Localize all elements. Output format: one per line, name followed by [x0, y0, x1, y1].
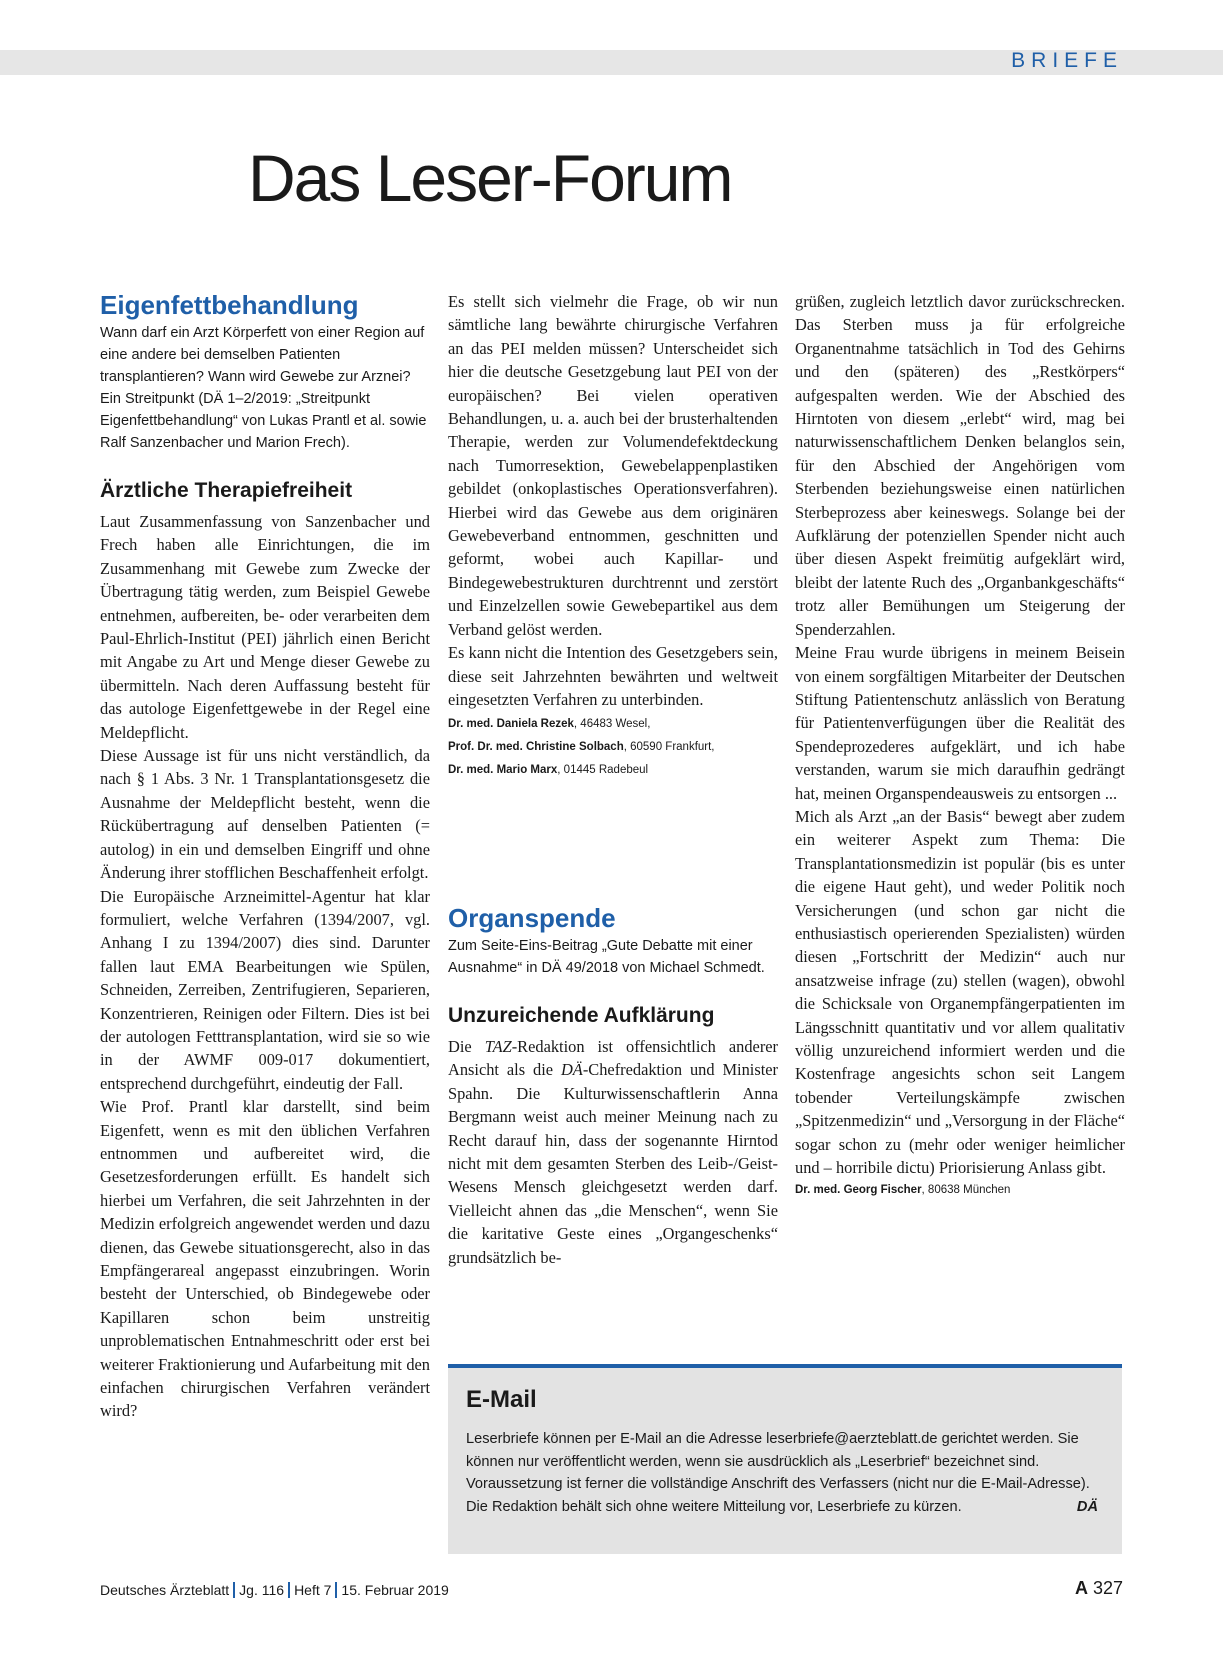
issue: Heft 7 [294, 1582, 332, 1598]
footer-citation [100, 1582, 449, 1598]
topic-heading-organspende: Organspende [448, 903, 616, 933]
paragraph: Mich als Arzt „an der Basis“ bewegt aber zudem ein weiterer Aspekt zum Thema: Die Transplantationsmedizin ist populär (bis es unter die eigene Haut geht), und weder Politik noch Versicherungen (und schon gar nicht die enthusiastisch operierenden Spezialisten) würden diesen „Fortschritt der Medizin“ auch nur ansatzweise infrage (zu) stellen (wagen), obwohl die Schicksale von Organempfängerpatienten im Längsschnitt quantitativ und vor allem qualitativ völlig unzureichend informiert werden und die Kostenfrage angesichts schon seit Langem tobender Verteilungskämpfe zwischen „Spitzenmedizin“ und „Versorgung in der Fläche“ sogar schon zu (mehr oder weniger heimlicher und – horribile dictu) Priorisierung Anlass gibt. [795, 806, 1125, 1178]
paragraph: Diese Aussage ist für uns nicht verständlich, da nach § 1 Abs. 3 Nr. 1 Transplantationsgesetz die Ausnahme der Meldepflicht besteht, wenn die Rückübertragung auf denselben Patienten (= autolog) in ein und demselben Eingriff und ohne Änderung ihrer stofflichen Beschaffenheit erfolgt. [100, 746, 430, 883]
signature-place: , 01445 Radebeul [557, 764, 649, 777]
paragraph: Wie Prof. Prantl klar darstellt, sind beim Eigenfett, wenn es mit den üblichen Verfahren entnommen und aufbereitet wird, die Gesetzesforderungen erfüllt. Es handelt sich hierbei um Verfahren, die seit Jahrzehnten in der Medizin erfolgreich angewendet werden und dazu dienen, das Gewebe situationsgerecht, also in das Empfängerareal angepasst einzubringen. Worin besteht der Unterschied, ob Bindegewebe oder Kapillaren schon beim unstreitig unproblematischen Entnahmeschritt oder erst bei weiterer Fraktionierung und Aufarbeitung mit den einfachen chirurgischen Verfahren verändert wird? [100, 1097, 430, 1421]
signature [448, 736, 778, 759]
issue-date: 15. Februar 2019 [341, 1582, 449, 1598]
footer-separator [288, 1582, 290, 1598]
journal-name: Deutsches Ärzteblatt [100, 1582, 230, 1598]
page-title: Das Leser-Forum [248, 141, 732, 215]
email-box-text: Leserbriefe können per E-Mail an die Adresse leserbriefe@aerzteblatt.de gerichtet werden. Sie können nur veröffentlicht werden, wenn sie ausdrücklich als „Leserbrief“ bezeichnet sind. Voraussetzung ist ferner die vollständige Anschrift des Verfassers (nicht nur die E-Mail-Adresse). Die Redaktion behält sich ohne weitere Mitteilung vor, Leserbriefe zu kürzen. DÄ [466, 1428, 1104, 1518]
volume: Jg. 116 [239, 1582, 285, 1598]
column-2 [448, 290, 779, 1267]
topic-intro-organspende: Zum Seite-Eins-Beitrag „Gute Debatte mit einer Ausnahme“ in DÄ 49/2018 von Michael Schmedt. [448, 938, 765, 976]
topic-heading-eigenfett: Eigenfettbehandlung [100, 290, 359, 320]
paragraph: Laut Zusammenfassung von Sanzenbacher und Frech haben alle Einrichtungen, die im Zusammenhang mit Gewebe zum Zwecke der Übertragung tätig werden, zum Beispiel Gewebe entnehmen, aufbereiten, be- oder verarbeiten dem Paul-Ehrlich-Institut (PEI) jährlich einen Bericht mit Angabe zu Art und Menge dieser Gewebe zu übermitteln. Nach deren Auffassung besteht für das autologe Eigenfettgewebe in der Regel eine Meldepflicht. [100, 512, 430, 742]
italic-dae: DÄ [560, 1060, 583, 1080]
signature [448, 713, 778, 736]
email-box-abbr: DÄ [1076, 1498, 1098, 1515]
footer-separator [233, 1582, 235, 1598]
page-prefix: A [1074, 1578, 1088, 1598]
paragraph: grüßen, zugleich letztlich davor zurückschrecken. Das Sterben muss ja für erfolgreiche Organentnahme tatsächlich in Tod des Gehirns und den (späteren) des „Restkörpers“ aufgespalten werden. Wie der Abschied des Hirntoten von diesem „erlebt“ wird, mag bei naturwissenschaftlichem Denken belanglos sein, für den Abschied der Angehörigen vom Sterbenden beziehungsweise einen natürlichen Sterbeprozess aber keineswegs. Solange bei der Aufklärung der potenziellen Spender nicht auch über diesen Aspekt freimütig aufgeklärt wird, bleibt der latente Ruch des „Organbankgeschäfts“ trotz aller Bemühungen um Steigerung der Spenderzahlen. [795, 292, 1125, 639]
letter-body-therapiefreiheit [100, 510, 430, 1423]
letter-body-aufklaerung-continued [795, 290, 1125, 1179]
italic-taz: TAZ [484, 1037, 512, 1056]
signature-place: , 80638 München [921, 1184, 1011, 1197]
signature-name: Prof. Dr. med. Christine Solbach [448, 741, 624, 754]
page-number-value: 327 [1092, 1578, 1123, 1598]
letter-headline-therapiefreiheit: Ärztliche Therapiefreiheit [100, 479, 353, 502]
signature-place: , 60590 Frankfurt, [623, 741, 715, 754]
paragraph: Es kann nicht die Intention des Gesetzgebers sein, diese seit Jahrzehnten bewährten und weltweit eingesetzten Verfahren zu unterbinden. [448, 643, 778, 709]
paragraph: Meine Frau wurde übrigens in meinem Beisein von einem sorgfältigen Mitarbeiter der Deutschen Stiftung Patientenschutz anlässlich von Beratung für Patientenverfügungen über die Realität des Spendeprozederes aufgeklärt, und ich habe verstanden, warum sie mich daraufhin gedrängt hat, meinen Organspendeausweis zu entsorgen ... [795, 643, 1125, 803]
signature-name: Dr. med. Mario Marx [448, 764, 558, 777]
paragraph: Die TAZ-Redaktion ist offensichtlich anderer Ansicht als die DÄ-Chefredaktion und Minister Spahn. Die Kulturwissenschaftlerin Anna Bergmann weist auch meiner Meinung nach zu Recht darauf hin, dass der sogenannte Hirntod nicht mit dem gesamten Sterben des Leib-/Geist-Wesens Mensch gleichgesetzt werden darf. Vielleicht ahnen das „die Menschen“, wenn Sie die karitative Geste eines „Organgeschenks“ grundsätzlich be- [448, 1037, 779, 1267]
topic-intro-eigenfett: Wann darf ein Arzt Körperfett von einer Region auf eine andere bei demselben Patienten transplantieren? Wann wird Gewebe zur Arznei? Ein Streitpunkt (DÄ 1–2/2019: „Streitpunkt Eigenfettbehandlung“ von Lukas Prantl et al. sowie Ralf Sanzenbacher und Marion Frech). [100, 325, 427, 451]
organspende-section [448, 903, 778, 1269]
column-1 [100, 290, 430, 1423]
signature [795, 1179, 1125, 1202]
signature [448, 759, 778, 782]
page-number [1075, 1578, 1123, 1599]
footer-separator [335, 1582, 337, 1598]
column-3 [795, 290, 1125, 1202]
signature-name: Dr. med. Daniela Rezek [448, 718, 574, 731]
paragraph: Die Europäische Arzneimittel-Agentur hat klar formuliert, welche Verfahren (1394/2007, vgl. Anhang I zu 1394/2007) dies sind. Darunter fallen laut EMA Bearbeitungen wie Spülen, Schneiden, Zerreiben, Zentrifugieren, Separieren, Konzentrieren, Reinigen oder Filtern. Dies ist bei der autologen Fetttransplantation, wird sie so wie in der AWMF 009-017 dokumentiert, entsprechend durchgeführt, eindeutig der Fall. [100, 886, 430, 1093]
email-info-box [448, 1364, 1122, 1554]
signature-name: Dr. med. Georg Fischer [795, 1184, 922, 1197]
letter-body-aufklaerung [448, 1035, 778, 1269]
paragraph: Es stellt sich vielmehr die Frage, ob wir nun sämtliche lang bewährte chirurgische Verfahren an das PEI melden müssen? Unterscheidet sich hier die deutsche Gesetzgebung laut PEI von der europäischen? Bei vielen operativen Behandlungen, u. a. auch bei der brusterhaltenden Therapie, werden zur Volumendefektdeckung nach Tumorresektion, Gewebelappenplastiken gebildet (onkoplastisches Operationsverfahren). Hierbei wird das Gewebe aus dem originären Gewebeverband entnommen, geschnitten und geformt, wobei auch Kapillar- und Bindegewebestrukturen durchtrennt und zerstört und Einzelzellen sowie Gewebepartikel aus dem Verband gelöst werden. [448, 292, 778, 639]
letter-body-continued [448, 290, 778, 711]
letter-headline-aufklaerung: Unzureichende Aufklärung [448, 1004, 715, 1027]
signature-block [448, 713, 778, 782]
signature-place: , 46483 Wesel, [573, 718, 651, 731]
email-box-title: E-Mail [466, 1386, 537, 1413]
section-label: BRIEFE [1011, 49, 1123, 72]
